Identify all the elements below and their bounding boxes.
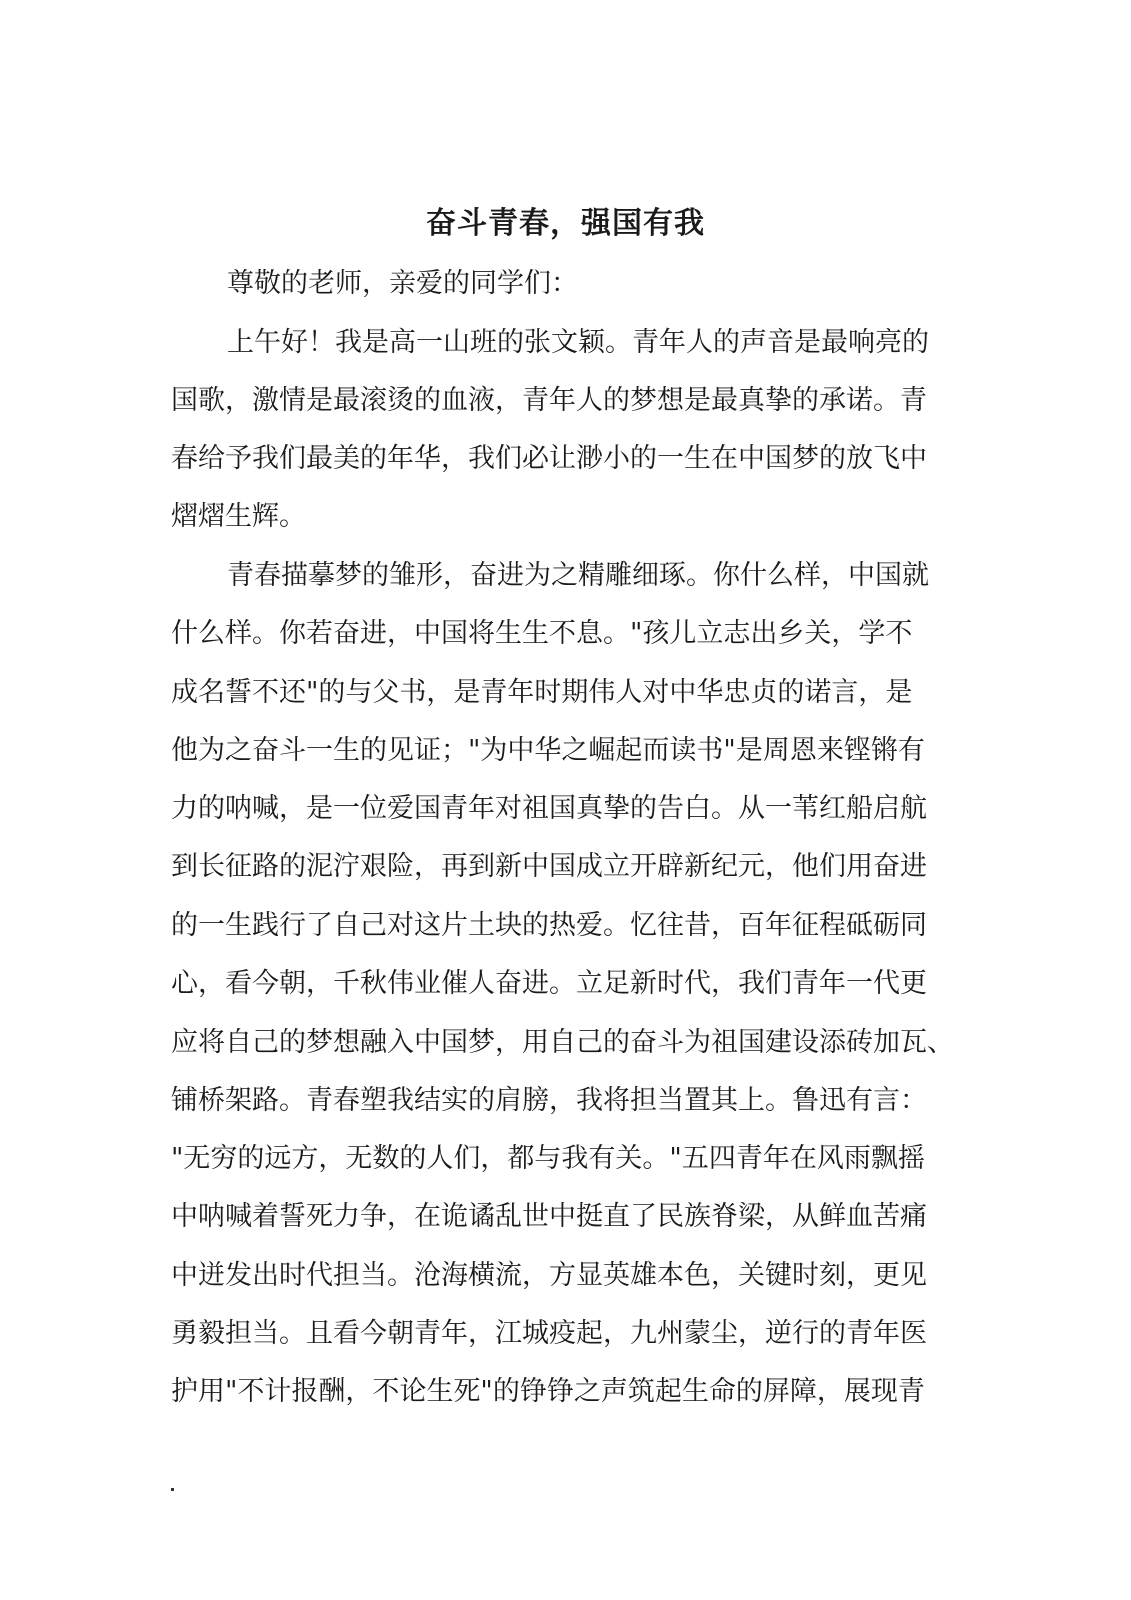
text-line: 国歌，激情是最滚烫的血液，青年人的梦想是最真挚的承诺。青 bbox=[171, 385, 927, 416]
text-line: 中迸发出时代担当。沧海横流，方显英雄本色，关键时刻，更见 bbox=[171, 1260, 927, 1291]
text-line: 熠熠生辉。 bbox=[171, 501, 306, 532]
text-line: 中呐喊着誓死力争，在诡谲乱世中挺直了民族脊梁，从鲜血苦痛 bbox=[171, 1201, 927, 1232]
text-line: 应将自己的梦想融入中国梦，用自己的奋斗为祖国建设添砖加瓦、 bbox=[171, 1027, 954, 1058]
text-line: 心，看今朝，千秋伟业催人奋进。立足新时代，我们青年一代更 bbox=[171, 968, 927, 999]
salutation-line: 尊敬的老师，亲爱的同学们： bbox=[227, 268, 578, 299]
text-line: 力的呐喊，是一位爱国青年对祖国真挚的告白。从一苇红船启航 bbox=[171, 793, 927, 824]
page-mark-dot bbox=[171, 1488, 174, 1491]
text-line: 成名誓不还"的与父书，是青年时期伟人对中华忠贞的诺言，是 bbox=[171, 677, 913, 708]
document-title: 奋斗青春，强国有我 bbox=[426, 206, 705, 241]
text-line: 勇毅担当。且看今朝青年，江城疫起，九州蒙尘，逆行的青年医 bbox=[171, 1318, 927, 1349]
text-line: 上午好！我是高一山班的张文颖。青年人的声音是最响亮的 bbox=[227, 327, 929, 358]
text-line: 到长征路的泥泞艰险，再到新中国成立开辟新纪元，他们用奋进 bbox=[171, 851, 927, 882]
text-line: 什么样。你若奋进，中国将生生不息。"孩儿立志出乡关，学不 bbox=[171, 618, 913, 649]
text-line: 春给予我们最美的年华，我们必让渺小的一生在中国梦的放飞中 bbox=[171, 443, 927, 474]
text-line: 护用"不计报酬，不论生死"的铮铮之声筑起生命的屏障，展现青 bbox=[171, 1376, 925, 1407]
text-line: 铺桥架路。青春塑我结实的肩膀，我将担当置其上。鲁迅有言： bbox=[171, 1085, 927, 1116]
text-line: 他为之奋斗一生的见证；"为中华之崛起而读书"是周恩来铿锵有 bbox=[171, 735, 925, 766]
text-line: "无穷的远方，无数的人们，都与我有关。"五四青年在风雨飘摇 bbox=[171, 1143, 925, 1174]
text-line: 的一生践行了自己对这片土块的热爱。忆往昔，百年征程砥砺同 bbox=[171, 910, 927, 941]
text-line: 青春描摹梦的雏形，奋进为之精雕细琢。你什么样，中国就 bbox=[227, 560, 929, 591]
